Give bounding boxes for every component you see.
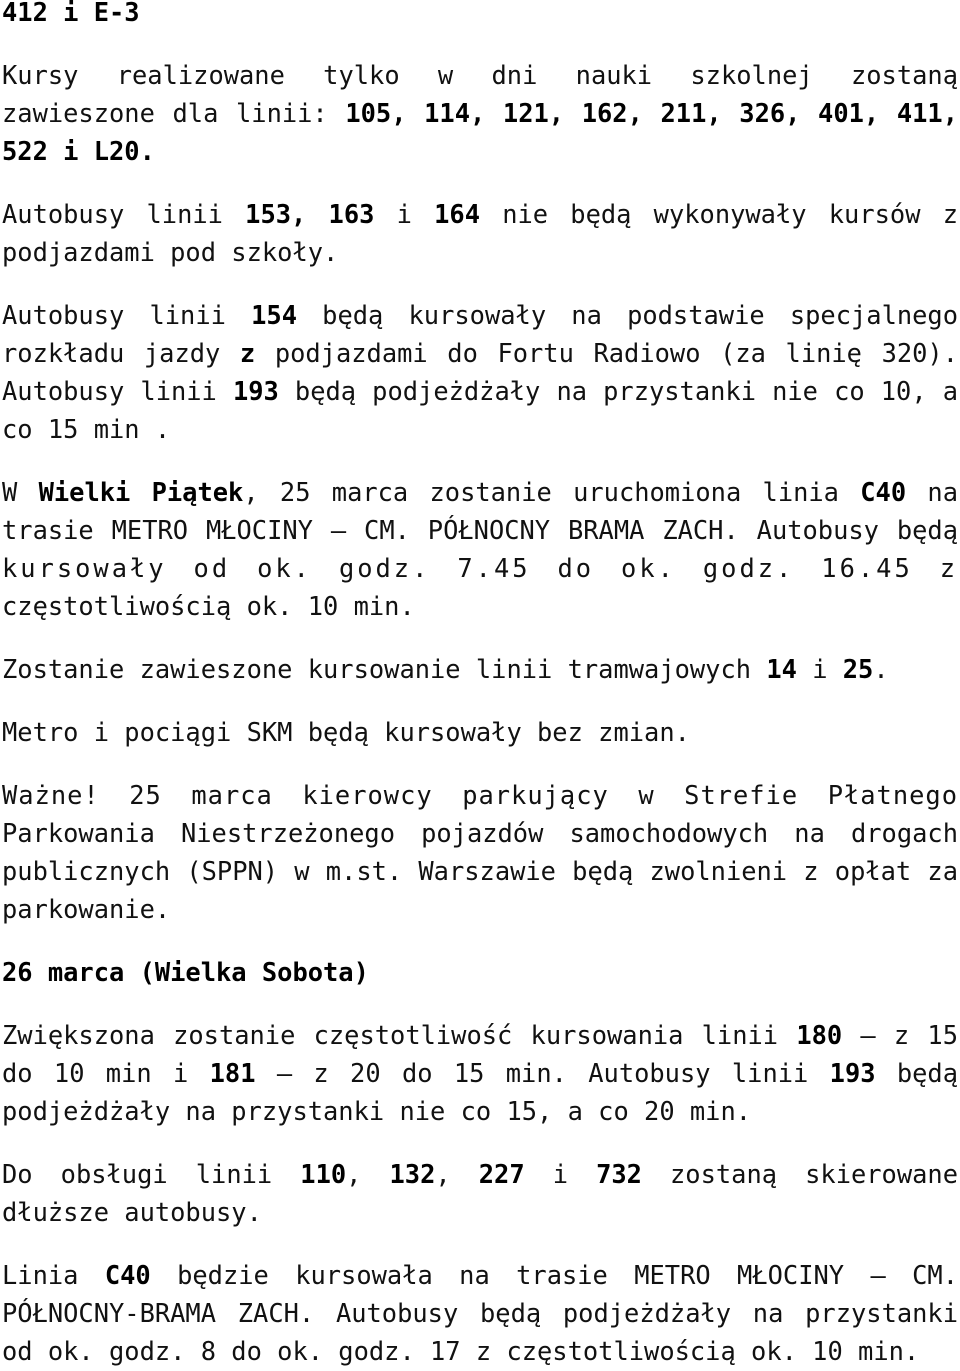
text-segment: Zostanie zawieszone kursowanie linii tramwajowych [2, 654, 767, 684]
text-segment: trasie METRO MŁOCINY – CM. PÓŁNOCNY BRAMA ZACH. Autobusy będą [2, 515, 958, 545]
bold-text: 25 [842, 654, 874, 684]
text-segment: dłuższe autobusy. [2, 1197, 262, 1227]
text-line [2, 1054, 958, 1092]
bold-text: 732 [596, 1159, 642, 1189]
bold-text: 153, 163 [245, 199, 375, 229]
text-line [2, 549, 958, 587]
text-segment: – z 15 [842, 1020, 958, 1050]
text-segment: Autobusy linii [2, 300, 252, 330]
text-segment: podjazdami pod szkoły. [2, 237, 339, 267]
text-line [2, 1155, 958, 1193]
text-segment: będą kursowały na podstawie specjalnego [296, 300, 958, 330]
text-line [2, 296, 958, 334]
paragraph-no-school-detours [2, 195, 958, 271]
text-line [2, 776, 958, 814]
text-segment: Kursy realizowane tylko w dni nauki szkolnej zostaną [2, 60, 958, 90]
document-heading [2, 0, 958, 31]
bold-text: 164 [434, 199, 480, 229]
bold-text: 154 [251, 300, 297, 330]
text-line [2, 372, 958, 410]
text-line [2, 132, 958, 170]
bold-text: 181 [209, 1058, 256, 1088]
bold-text: 227 [478, 1159, 525, 1189]
text-segment: częstotliwością ok. 10 min. [2, 591, 415, 621]
section-heading-holy-saturday [2, 953, 958, 991]
text-segment: Ważne! 25 marca kierowcy parkujący w Strefie Płatnego [2, 780, 958, 810]
text-line [2, 1332, 958, 1370]
text-line [2, 334, 958, 372]
text-segment: podjazdami do Fortu Radiowo (za linię 320). [255, 338, 958, 368]
text-segment: zawieszone dla linii: [2, 98, 346, 128]
text-line [2, 814, 958, 852]
paragraph-longer-buses [2, 1155, 958, 1231]
text-line [2, 233, 958, 271]
text-segment: – z 20 do 15 min. Autobusy linii [255, 1058, 830, 1088]
bold-text: 180 [796, 1020, 843, 1050]
text-segment: Do obsługi linii [2, 1159, 301, 1189]
paragraph-special-timetable [2, 296, 958, 448]
text-line [2, 410, 958, 448]
text-segment: zostaną skierowane [641, 1159, 958, 1189]
paragraph-c40-saturday [2, 1256, 958, 1370]
bold-text: 132 [389, 1159, 436, 1189]
text-line [2, 953, 958, 991]
text-segment: na [906, 477, 958, 507]
text-segment: Linia [2, 1260, 105, 1290]
paragraph-suspended-school-courses [2, 56, 958, 170]
text-segment: , [435, 1159, 479, 1189]
paragraph-parking-notice [2, 776, 958, 928]
text-line [2, 1256, 958, 1294]
bold-text: C40 [860, 477, 907, 507]
text-segment: do 10 min i [2, 1058, 210, 1088]
text-line [2, 94, 958, 132]
paragraph-metro-skm [2, 713, 958, 751]
text-segment: od ok. godz. 8 do ok. godz. 17 z częstotliwością ok. 10 min. [2, 1336, 920, 1366]
text-segment: Autobusy linii [2, 376, 233, 406]
text-segment: Autobusy linii [2, 199, 246, 229]
bold-text: Wielki Piątek [38, 477, 244, 507]
text-line [2, 0, 958, 31]
text-segment: będzie kursowała na trasie METRO MŁOCINY – CM. [150, 1260, 958, 1290]
bold-text: 522 i L20. [2, 136, 155, 166]
text-line [2, 650, 958, 688]
text-segment: będą [875, 1058, 958, 1088]
text-line [2, 587, 958, 625]
text-segment: , 25 marca zostanie uruchomiona linia [243, 477, 861, 507]
text-segment: , [346, 1159, 390, 1189]
text-line [2, 1016, 958, 1054]
bold-text: 26 marca (Wielka Sobota) [2, 957, 369, 987]
paragraph-tram-suspension [2, 650, 958, 688]
text-segment: Parkowania Niestrzeżonego pojazdów samochodowych na drogach [2, 818, 958, 848]
text-segment: i [524, 1159, 597, 1189]
text-segment: będą podjeżdżały na przystanki nie co 10, a [278, 376, 959, 406]
text-line [2, 1294, 958, 1332]
bold-text: 14 [766, 654, 797, 684]
text-segment: . [873, 654, 889, 684]
text-line [2, 473, 958, 511]
bold-text: 105, 114, 121, 162, 211, 326, 401, 411, [345, 98, 958, 128]
paragraph-good-friday-c40 [2, 473, 958, 625]
text-line [2, 713, 958, 751]
text-line [2, 890, 958, 928]
bold-text: 193 [829, 1058, 876, 1088]
bold-text: 193 [232, 376, 279, 406]
text-segment: parkowanie. [2, 894, 171, 924]
text-line [2, 195, 958, 233]
text-segment: PÓŁNOCNY-BRAMA ZACH. Autobusy będą podjeżdżały na przystanki [2, 1298, 958, 1328]
text-segment: Metro i pociągi SKM będą kursowały bez zmian. [2, 717, 690, 747]
text-segment: publicznych (SPPN) w m.st. Warszawie będą zwolnieni z opłat za [2, 856, 958, 886]
heading-text: 412 i E-3 [2, 0, 140, 27]
text-line [2, 1092, 958, 1130]
text-segment: co 15 min . [2, 414, 171, 444]
text-line [2, 1193, 958, 1231]
bold-text: z [239, 338, 256, 368]
text-segment: Zwiększona zostanie częstotliwość kursowania linii [2, 1020, 797, 1050]
text-segment: i [796, 654, 843, 684]
text-line [2, 56, 958, 94]
text-segment: nie będą wykonywały kursów z [480, 199, 958, 229]
document-page [2, 0, 958, 1370]
paragraph-increased-frequency [2, 1016, 958, 1130]
text-segment: i [374, 199, 435, 229]
text-segment: W [2, 477, 39, 507]
text-segment: kursowały od ok. godz. 7.45 do ok. godz. 16.45 z [2, 553, 958, 583]
text-segment: rozkładu jazdy [2, 338, 240, 368]
bold-text: 110 [300, 1159, 347, 1189]
text-line [2, 852, 958, 890]
text-segment: podjeżdżały na przystanki nie co 15, a co 20 min. [2, 1096, 752, 1126]
text-line [2, 511, 958, 549]
bold-text: C40 [104, 1260, 151, 1290]
